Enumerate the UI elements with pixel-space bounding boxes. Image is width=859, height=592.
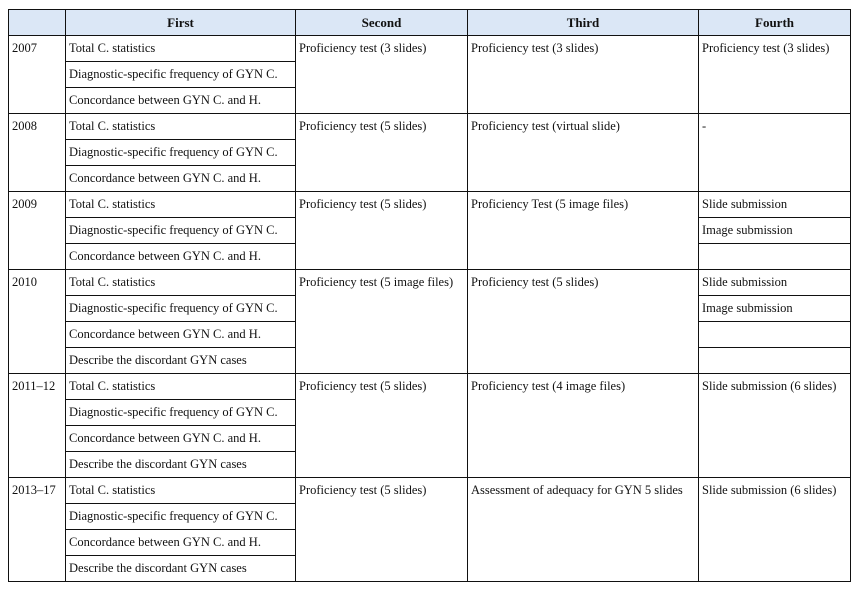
second-cell: Proficiency test (5 image files) — [296, 270, 468, 374]
fourth-cell: Image submission — [699, 296, 851, 322]
table-row — [9, 478, 851, 504]
first-item-cell: Describe the discordant GYN cases — [66, 556, 296, 582]
first-item-cell: Total C. statistics — [66, 374, 296, 400]
first-item-cell: Total C. statistics — [66, 114, 296, 140]
year-cell: 2013–17 — [9, 478, 66, 582]
first-item-cell: Concordance between GYN C. and H. — [66, 244, 296, 270]
third-cell: Proficiency test (4 image files) — [468, 374, 699, 478]
second-cell: Proficiency test (5 slides) — [296, 374, 468, 478]
second-cell: Proficiency test (5 slides) — [296, 478, 468, 582]
year-cell: 2007 — [9, 36, 66, 114]
table-row — [9, 36, 851, 62]
first-item-cell: Diagnostic-specific frequency of GYN C. — [66, 400, 296, 426]
header-cell-second: Second — [296, 10, 468, 36]
table-row — [9, 374, 851, 400]
header-cell-third: Third — [468, 10, 699, 36]
first-item-cell: Diagnostic-specific frequency of GYN C. — [66, 62, 296, 88]
fourth-cell: Slide submission (6 slides) — [699, 374, 851, 478]
first-item-cell: Describe the discordant GYN cases — [66, 452, 296, 478]
table-row — [9, 270, 851, 296]
table-row — [9, 192, 851, 218]
fourth-cell: Proficiency test (3 slides) — [699, 36, 851, 114]
first-item-cell: Diagnostic-specific frequency of GYN C. — [66, 140, 296, 166]
first-item-cell: Concordance between GYN C. and H. — [66, 530, 296, 556]
fourth-cell: Slide submission (6 slides) — [699, 478, 851, 582]
third-cell: Proficiency test (3 slides) — [468, 36, 699, 114]
third-cell: Proficiency test (virtual slide) — [468, 114, 699, 192]
header-cell-first: First — [66, 10, 296, 36]
first-item-cell: Total C. statistics — [66, 36, 296, 62]
first-item-cell: Diagnostic-specific frequency of GYN C. — [66, 218, 296, 244]
fourth-cell: Slide submission — [699, 192, 851, 218]
third-cell: Assessment of adequacy for GYN 5 slides — [468, 478, 699, 582]
first-item-cell: Total C. statistics — [66, 270, 296, 296]
first-item-cell: Concordance between GYN C. and H. — [66, 88, 296, 114]
first-item-cell: Concordance between GYN C. and H. — [66, 426, 296, 452]
first-item-cell: Diagnostic-specific frequency of GYN C. — [66, 296, 296, 322]
first-item-cell: Total C. statistics — [66, 478, 296, 504]
first-item-cell: Diagnostic-specific frequency of GYN C. — [66, 504, 296, 530]
year-cell: 2008 — [9, 114, 66, 192]
third-cell: Proficiency test (5 slides) — [468, 270, 699, 374]
header-cell-fourth: Fourth — [699, 10, 851, 36]
second-cell: Proficiency test (5 slides) — [296, 192, 468, 270]
proficiency-table — [8, 9, 851, 582]
first-item-cell: Concordance between GYN C. and H. — [66, 322, 296, 348]
year-cell: 2011–12 — [9, 374, 66, 478]
header-cell-year — [9, 10, 66, 36]
second-cell: Proficiency test (5 slides) — [296, 114, 468, 192]
year-cell: 2010 — [9, 270, 66, 374]
first-item-cell: Describe the discordant GYN cases — [66, 348, 296, 374]
fourth-cell: Slide submission — [699, 270, 851, 296]
fourth-cell: Image submission — [699, 218, 851, 244]
fourth-cell — [699, 348, 851, 374]
year-cell: 2009 — [9, 192, 66, 270]
third-cell: Proficiency Test (5 image files) — [468, 192, 699, 270]
second-cell: Proficiency test (3 slides) — [296, 36, 468, 114]
fourth-cell — [699, 244, 851, 270]
fourth-cell — [699, 322, 851, 348]
first-item-cell: Total C. statistics — [66, 192, 296, 218]
header-row — [9, 10, 851, 36]
fourth-cell: - — [699, 114, 851, 192]
table-body — [9, 36, 851, 582]
first-item-cell: Concordance between GYN C. and H. — [66, 166, 296, 192]
table-row — [9, 114, 851, 140]
